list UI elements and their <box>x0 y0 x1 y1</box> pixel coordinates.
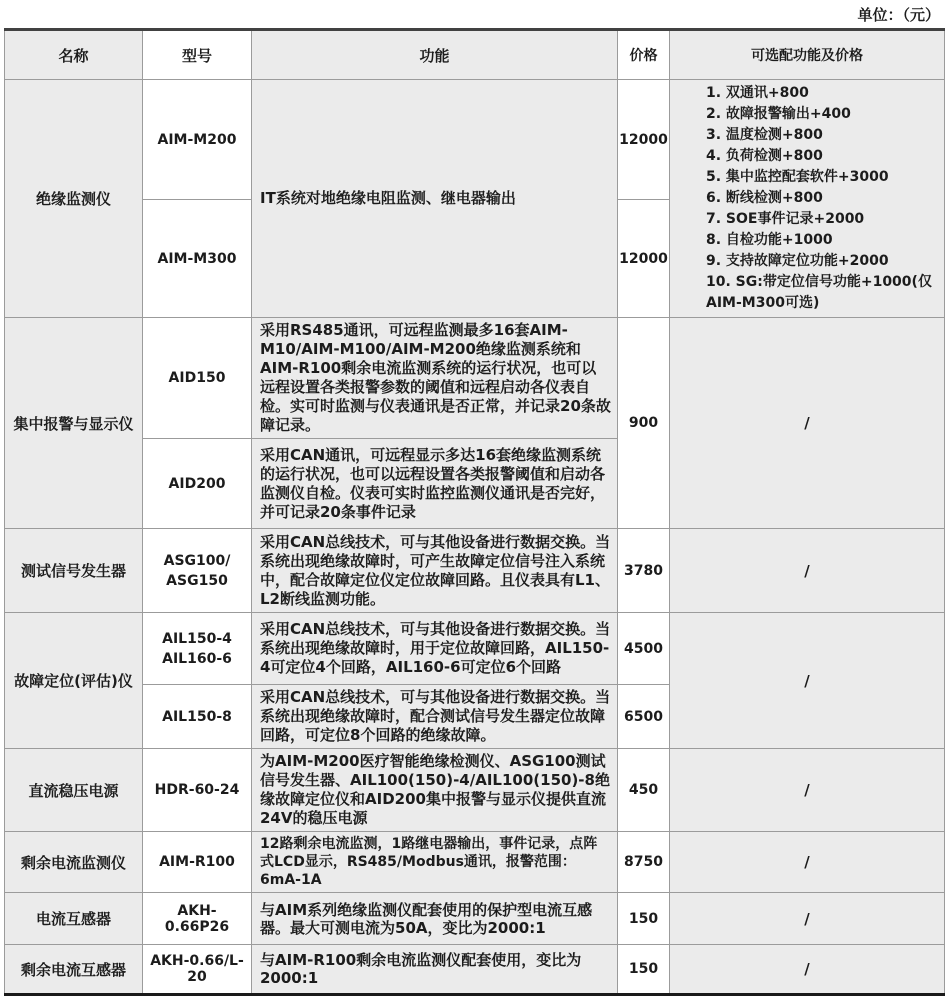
model-cell: AIM-M200 <box>143 80 252 200</box>
model-cell: AKH-0.66P26 <box>143 893 252 945</box>
function-cell: 为AIM-M200医疗智能绝缘检测仪、ASG100测试信号发生器、AIL100(150)-4/AIL100(150)-8绝缘故障定位仪和AID200集中报警与显示仪提供直流24V的稳压电源 <box>252 749 618 832</box>
model-cell: AKH-0.66/L-20 <box>143 945 252 995</box>
option-item: 3. 温度检测+800 <box>706 127 823 143</box>
price-cell: 150 <box>618 945 670 995</box>
price-cell: 12000 <box>618 80 670 200</box>
product-price-table <box>4 28 945 996</box>
table-header-row <box>5 30 945 80</box>
table-row <box>5 318 945 439</box>
option-item: 8. 自检功能+1000 <box>706 232 833 248</box>
option-item: 5. 集中监控配套软件+3000 <box>706 169 889 185</box>
options-cell: / <box>670 832 945 893</box>
model-cell: AIM-R100 <box>143 832 252 893</box>
product-name-cell: 测试信号发生器 <box>5 529 143 613</box>
unit-label: 单位：（元） <box>857 6 940 24</box>
price-cell: 450 <box>618 749 670 832</box>
options-cell: / <box>670 945 945 995</box>
model-cell: HDR-60-24 <box>143 749 252 832</box>
function-cell: 采用CAN总线技术，可与其他设备进行数据交换。当系统出现绝缘故障时，用于定位故障回路，AIL150-4可定位4个回路，AIL160-6可定位6个回路 <box>252 613 618 685</box>
table-row <box>5 529 945 613</box>
option-item: 9. 支持故障定位功能+2000 <box>706 253 889 269</box>
model-cell: AID200 <box>143 439 252 529</box>
function-cell: IT系统对地绝缘电阻监测、继电器输出 <box>252 80 618 318</box>
table-row <box>5 893 945 945</box>
function-cell: 采用CAN总线技术，可与其他设备进行数据交换。当系统出现绝缘故障时，配合测试信号发生器定位故障回路，可定位8个回路的绝缘故障。 <box>252 685 618 749</box>
table-row <box>5 613 945 685</box>
model-line: ASG100/ <box>163 552 231 569</box>
options-cell: / <box>670 893 945 945</box>
product-name-cell: 集中报警与显示仪 <box>5 318 143 529</box>
model-cell <box>143 529 252 613</box>
model-line: ASG150 <box>166 572 228 589</box>
product-name-cell: 剩余电流互感器 <box>5 945 143 995</box>
header-options: 可选配功能及价格 <box>670 30 945 80</box>
header-model: 型号 <box>143 30 252 80</box>
function-cell: 与AIM-R100剩余电流监测仪配套使用，变比为2000:1 <box>252 945 618 995</box>
model-cell: AIM-M300 <box>143 200 252 318</box>
header-price: 价格 <box>618 30 670 80</box>
option-item: 6. 断线检测+800 <box>706 190 823 206</box>
price-cell: 150 <box>618 893 670 945</box>
model-multiline <box>147 629 247 669</box>
options-cell: / <box>670 318 945 529</box>
option-item: 4. 负荷检测+800 <box>706 148 823 164</box>
table-row <box>5 832 945 893</box>
product-name-cell: 绝缘监测仪 <box>5 80 143 318</box>
option-item: 2. 故障报警输出+400 <box>706 106 851 122</box>
function-cell: 12路剩余电流监测，1路继电器输出，事件记录，点阵式LCD显示，RS485/Modbus通讯，报警范围：6mA-1A <box>252 832 618 893</box>
function-cell: 采用RS485通讯，可远程监测最多16套AIM-M10/AIM-M100/AIM-M200绝缘监测系统和AIM-R100剩余电流监测系统的运行状况，也可以远程设置各类报警参数的阈值和远程启动各仪表自检。实可时监测与仪表通讯是否正常，并记录20条故障记录。 <box>252 318 618 439</box>
function-cell: 与AIM系列绝缘监测仪配套使用的保护型电流互感器。最大可测电流为50A，变比为2000:1 <box>252 893 618 945</box>
model-line: AIL150-4 <box>162 630 232 647</box>
options-cell: / <box>670 613 945 749</box>
price-cell: 3780 <box>618 529 670 613</box>
table-row <box>5 749 945 832</box>
option-item: 7. SOE事件记录+2000 <box>706 211 865 227</box>
price-cell: 12000 <box>618 200 670 318</box>
options-cell <box>670 80 945 318</box>
table-row <box>5 945 945 995</box>
product-name-cell: 剩余电流监测仪 <box>5 832 143 893</box>
option-item: 10. SG:带定位信号功能+1000(仅AIM-M300可选) <box>706 274 932 311</box>
header-name: 名称 <box>5 30 143 80</box>
product-name-cell: 电流互感器 <box>5 893 143 945</box>
model-multiline <box>147 551 247 591</box>
function-cell: 采用CAN总线技术，可与其他设备进行数据交换。当系统出现绝缘故障时，可产生故障定位信号注入系统中，配合故障定位仪定位故障回路。且仪表具有L1、L2断线监测功能。 <box>252 529 618 613</box>
price-cell: 8750 <box>618 832 670 893</box>
options-cell: / <box>670 529 945 613</box>
model-cell <box>143 613 252 685</box>
product-name-cell: 故障定位(评估)仪 <box>5 613 143 749</box>
option-item: 1. 双通讯+800 <box>706 85 809 101</box>
header-function: 功能 <box>252 30 618 80</box>
price-cell: 4500 <box>618 613 670 685</box>
options-list <box>674 83 940 314</box>
model-cell: AIL150-8 <box>143 685 252 749</box>
table-row <box>5 80 945 200</box>
model-cell: AID150 <box>143 318 252 439</box>
price-cell: 6500 <box>618 685 670 749</box>
function-cell: 采用CAN通讯，可远程显示多达16套绝缘监测系统的运行状况，也可以远程设置各类报警阈值和启动各监测仪自检。仪表可实时监控监测仪通讯是否完好，并可记录20条事件记录 <box>252 439 618 529</box>
product-name-cell: 直流稳压电源 <box>5 749 143 832</box>
price-cell: 900 <box>618 318 670 529</box>
options-cell: / <box>670 749 945 832</box>
model-line: AIL160-6 <box>162 650 232 667</box>
